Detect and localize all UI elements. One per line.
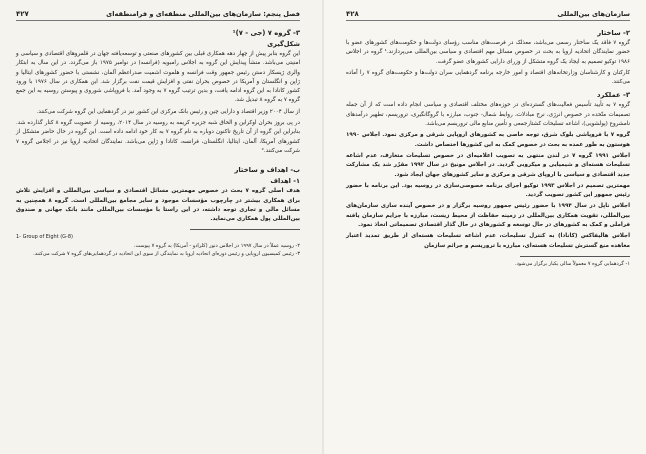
paragraph: گروه ۷ با فروپاشی بلوک شرق، توجه خاصی به کشورهای اروپایی شرقی و مرکزی نمود. اجلاس ۱۹۹۰ هوستون به طور عمده به بحث در خصوص کمک به این کشورها اختصاص داشت. xyxy=(346,132,630,148)
footnote-divider xyxy=(190,229,300,230)
paragraph: اجلاس ناپل در سال ۱۹۹۴ با حضور رئیس جمهور روسیه برگزار و در خصوص آینده سازی سازمان‌های بین‌المللی، تقویت همکاری بین‌المللی در زمینه حفاظت از محیط زیست، مبارزه با جرایم سازمان یافته فراملی و کمک به کشورهای در حال توسعه و کشورهای در حال گذار اقتصادی تصمیماتی اتخاذ نمود. xyxy=(346,203,631,229)
section-heading-structure: ۲- ساختار xyxy=(597,29,630,37)
right-page xyxy=(324,0,646,454)
subheading-formation: شکل‌گیری xyxy=(267,40,300,48)
paragraph: گروه ۷ فاقد یک ساختار رسمی می‌باشد، معذلک در فرصت‌های مناسب رؤسای دولت‌ها و حکومت‌های کشورهای عضو با حضور نمایندگان اتحادیه اروپا به بحث در خصوص مسائل مهم اقتصادی و سیاسی بین‌المللی می‌پردازند.¹ گروه در اجلاس ۱۹۸۶ توکیو تصمیم به ایجاد یک گروه متشکل از وزرای دارایی کشورهای عضو گرفت. xyxy=(346,40,630,65)
section-heading-goals-structure: ب- اهداف و ساختار xyxy=(234,166,300,175)
paragraph: اجلاس ۱۹۹۱ گروه ۷ در لندن منتهی به تصویب اعلامیه‌ای در خصوص تسلیحات متعارف، عدم اشاعه تسلیحات هسته‌ای و شیمیایی و میکروبی گردید. در اجلاس مونیخ در سال ۱۹۹۲ مقرّر شد یک مشارکت جدید اقتصادی و سیاسی با اروپای شرقی و مرکزی و سایر کشورهای جهان ایجاد شود. xyxy=(346,152,630,178)
running-head: فصل پنجم: سازمان‌های بین‌المللی منطقه‌ای و فرامنطقه‌ای xyxy=(106,10,300,18)
footnote: ۲- روسیه عملاً در سال ۱۹۹۷ در اجلاس دنور (کلرادو - آمریکا) به گروه ۷ پیوست. xyxy=(133,243,300,250)
left-page-header xyxy=(16,10,300,21)
page-number: ۴۲۷ xyxy=(16,10,29,18)
subheading-goals: ۱- اهداف xyxy=(270,177,300,186)
paragraph: مهمترین تصمیم در اجلاس ۱۹۹۳ توکیو اجرای برنامه خصوصی‌سازی در روسیه بود. این برنامه با حضور رئیس جمهور این کشور تصویب گردید. xyxy=(346,182,630,199)
section-heading-performance: ۳- عملکرد xyxy=(597,91,630,100)
page-number: ۴۲۸ xyxy=(346,10,359,18)
running-head: سازمان‌های بین‌المللی xyxy=(557,10,630,18)
footnote: ۱- گردهمایی گروه ۷ معمولاً سالی یکبار برگزار می‌شود. xyxy=(514,260,630,267)
paragraph: اجلاس هالیفاکس (کانادا) به کنترل تسلیحات، عدم اشاعه تسلیحات هسته‌ای از طریق تمدید اعتبار معاهده منع گسترش تسلیحات هسته‌ای، مبارزه با تروریسم و جرائم سازمان xyxy=(346,233,630,249)
paragraph: این گروه بنا‌بر پیش از چهار دهه همکاری قبلی بین کشورهای صنعتی و توسعه‌یافته جهان در قلمروهای اقتصادی و سیاسی و امنیتی می‌باشد. منشأ پیدایش این گروه به اجلاس رامبویه (فرانسه) در نوامبر ۱۹۷۵ باز می‌گردد. در این سال به ابتکار والری ژیسکار دستن رئیس جمهور وقت فرانسه و هلموت اشمیت صدراعظم آلمان، نشستی با حضور کشورهای ایتالیا و ژاپن و انگلستان و آمریکا در خصوص بحران نفتی و افزایش قیمت نفت برگزار شد. این همکاری در سال ۱۹۷۶ با ورود کشور کانادا به این گروه ادامه یافت، و بدین ترتیب گروه ۷ به وجود آمد. با فروپاشی شوروی و پیوستن روسیه به این جمع گروه ۷ به گروه ۸ تبدیل شد. xyxy=(16,51,300,104)
paragraph: هدف اصلی گروه ۷ بحث در خصوص مهمترین مسائل اقتصادی و سیاسی بین‌المللی و افزایش تلاش برای همکاری بیشتر در چارچوب مؤسسات موجود و سایر مجامع بین‌المللی است. گروه ۸ همچنین به مسائل مالی و تجاری توجه داشته، در این راستا با مؤسسات بین‌المللی مانند بانک جهانی و صندوق بین‌المللی پول همکاری می‌نماید. xyxy=(16,188,300,223)
left-page xyxy=(0,0,322,454)
paragraph: کارکنان و کارشناسان وزارتخانه‌های اقتصاد و امور خارجه برنامه گردهمایی سران دولت‌ها و حکومت‌های گروه ۷ را آماده می‌کنند. xyxy=(346,69,630,86)
footnote: 1- Group of Eight (G-8) xyxy=(16,234,73,241)
footnote: ۳- رئیس کمیسیون اروپایی و رئیس دوره‌ای اتحادیه اروپا به نمایندگی از سوی این اتحادیه در گردهمایی‌های گروه ۷ شرکت می‌کنند. xyxy=(33,251,300,258)
section-heading: ۳- گروه ۷ (جی - ۷)¹ xyxy=(232,29,300,37)
paragraph: گروه ۷ به تأیید تأسیس فعالیت‌های گسترده‌ای در حوزه‌های مختلف اقتصادی و سیاسی انجام داده است که از آن جمله تصمیمات متّحده در خصوص انرژی، نرخ مبادلات، روابط شمال- جنوب، مبارزه با گروگانگیری، تروریسم، تطهیر درآمدهای نامشروع (پولشویی)، اشاعه تسلیحات کشتارجمعی و تأمین منابع مالی تروریسم می‌باشد. xyxy=(346,102,630,128)
paragraph: در پی بروز بحران اوکراین و الحاق شبه جزیره کریمه به روسیه در سال ۲۰۱۴، روسیه از عضویت گروه ۸ کنار گذارده شد. بنابراین این گروه از آن تاریخ تاکنون دوباره به نام گروه ۷ به کار خود ادامه داده است. این گروه در حال حاضر متشکل از کشورهای آمریکا، آلمان، ایتالیا، انگلستان، فرانسه، کانادا و ژاپن می‌باشد. نمایندگان اتحادیه اروپا نیز در اجلاس گروه ۷ شرکت می‌کنند.² xyxy=(16,120,300,154)
footnote-divider xyxy=(520,256,630,257)
right-page-header xyxy=(346,10,630,21)
paragraph: از سال ۲۰۰۴ وزیر اقتصاد و دارایی چین و رئیس بانک مرکزی این کشور نیز در گردهمایی این گروه شرکت می‌کنند. xyxy=(36,108,300,115)
